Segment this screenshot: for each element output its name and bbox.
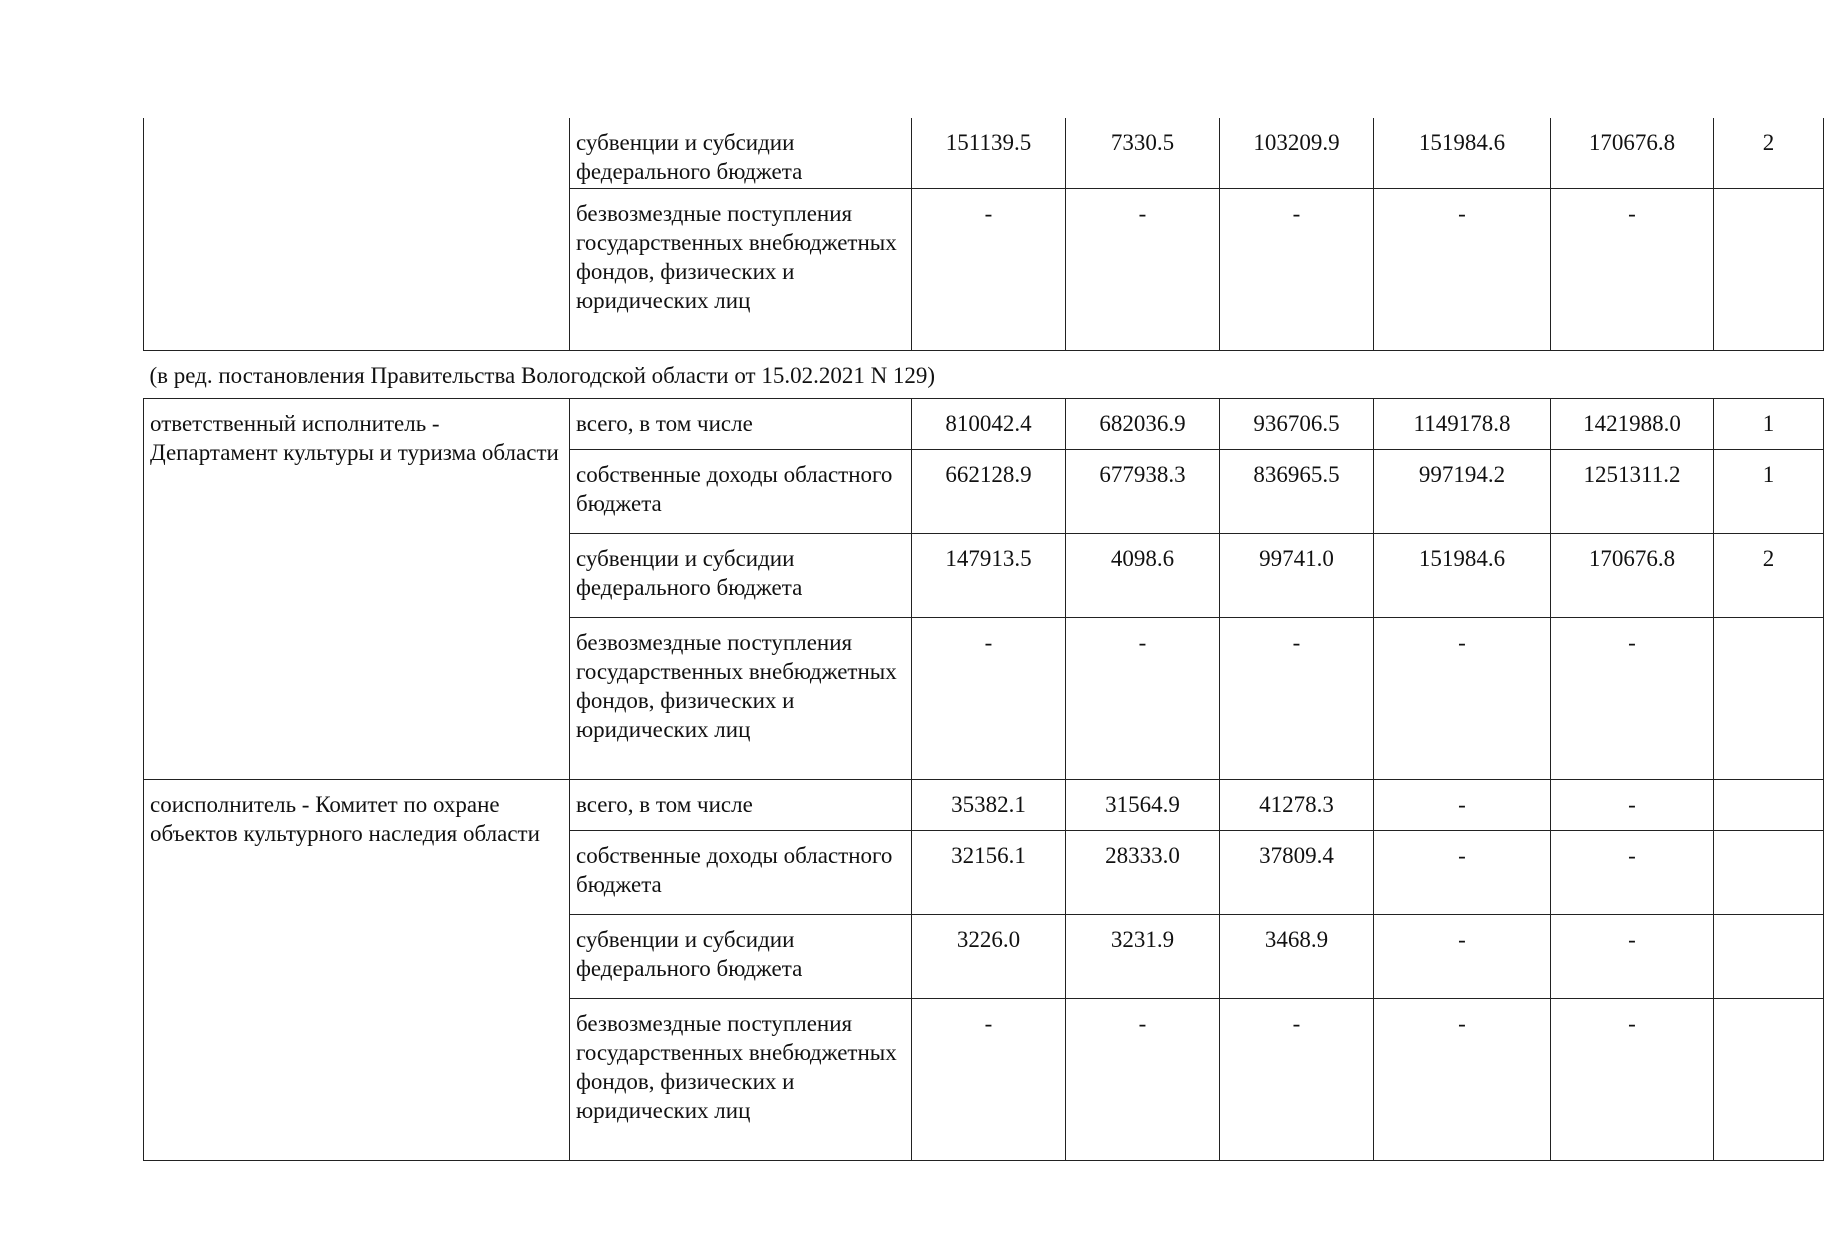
value-cell: 3226.0 — [912, 915, 1066, 999]
value-cell: 3468.9 — [1220, 915, 1374, 999]
value-cell: - — [1551, 780, 1714, 831]
value-cell: 7330.5 — [1066, 118, 1220, 189]
value-cell: 28333.0 — [1066, 831, 1220, 915]
value-cell: 662128.9 — [912, 450, 1066, 534]
value-cell: - — [1066, 618, 1220, 780]
value-cell: - — [1374, 780, 1551, 831]
amendment-note: (в ред. постановления Правительства Вологодской области от 15.02.2021 N 129) — [144, 351, 1824, 399]
value-cell: 170676.8 — [1551, 118, 1714, 189]
executor-name: соисполнитель - Комитет по охране объектов культурного наследия области — [144, 780, 570, 1161]
value-cell: 2 — [1714, 534, 1824, 618]
empty-cell — [144, 118, 570, 351]
value-cell: - — [1374, 915, 1551, 999]
row-label: всего, в том числе — [570, 399, 912, 450]
value-cell — [1714, 915, 1824, 999]
value-cell: 3231.9 — [1066, 915, 1220, 999]
table-row — [144, 780, 1824, 831]
value-cell — [1714, 618, 1824, 780]
value-cell: - — [1551, 915, 1714, 999]
value-cell: - — [1220, 189, 1374, 351]
value-cell: - — [1220, 999, 1374, 1161]
value-cell: 35382.1 — [912, 780, 1066, 831]
value-cell: 1 — [1714, 450, 1824, 534]
value-cell: 1 — [1714, 399, 1824, 450]
value-cell — [1714, 831, 1824, 915]
amendment-note-row — [144, 351, 1824, 399]
row-label: безвозмездные поступления государственных внебюджетных фондов, физических и юридических лиц — [570, 999, 912, 1161]
row-label: безвозмездные поступления государственных внебюджетных фондов, физических и юридических лиц — [570, 189, 912, 351]
executor-name: ответственный исполнитель - Департамент культуры и туризма области — [144, 399, 570, 780]
funding-table — [143, 118, 1824, 1161]
row-label: субвенции и субсидии федерального бюджета — [570, 534, 912, 618]
value-cell: 810042.4 — [912, 399, 1066, 450]
value-cell: 836965.5 — [1220, 450, 1374, 534]
value-cell: - — [1066, 999, 1220, 1161]
value-cell: - — [1374, 999, 1551, 1161]
row-label: субвенции и субсидии федерального бюджета — [570, 915, 912, 999]
value-cell: - — [1066, 189, 1220, 351]
value-cell: 4098.6 — [1066, 534, 1220, 618]
value-cell: - — [912, 189, 1066, 351]
value-cell: - — [1551, 831, 1714, 915]
value-cell: 997194.2 — [1374, 450, 1551, 534]
value-cell: 151984.6 — [1374, 534, 1551, 618]
value-cell: 37809.4 — [1220, 831, 1374, 915]
value-cell: - — [1374, 189, 1551, 351]
row-label: безвозмездные поступления государственных внебюджетных фондов, физических и юридических лиц — [570, 618, 912, 780]
row-label: субвенции и субсидии федерального бюджета — [570, 118, 912, 189]
value-cell: 170676.8 — [1551, 534, 1714, 618]
value-cell: 41278.3 — [1220, 780, 1374, 831]
row-label: всего, в том числе — [570, 780, 912, 831]
value-cell: 1421988.0 — [1551, 399, 1714, 450]
value-cell — [1714, 780, 1824, 831]
value-cell: 677938.3 — [1066, 450, 1220, 534]
value-cell: - — [1551, 189, 1714, 351]
value-cell: 151139.5 — [912, 118, 1066, 189]
value-cell: 99741.0 — [1220, 534, 1374, 618]
table-row — [144, 399, 1824, 450]
value-cell: 682036.9 — [1066, 399, 1220, 450]
value-cell: 151984.6 — [1374, 118, 1551, 189]
value-cell: 147913.5 — [912, 534, 1066, 618]
value-cell — [1714, 999, 1824, 1161]
value-cell: - — [1220, 618, 1374, 780]
row-label: собственные доходы областного бюджета — [570, 450, 912, 534]
value-cell: 32156.1 — [912, 831, 1066, 915]
value-cell: - — [1551, 618, 1714, 780]
value-cell: 2 — [1714, 118, 1824, 189]
value-cell: 1251311.2 — [1551, 450, 1714, 534]
table-row — [144, 118, 1824, 189]
value-cell: - — [1374, 618, 1551, 780]
value-cell: - — [912, 618, 1066, 780]
value-cell: 1149178.8 — [1374, 399, 1551, 450]
value-cell: - — [912, 999, 1066, 1161]
value-cell: 936706.5 — [1220, 399, 1374, 450]
value-cell: 103209.9 — [1220, 118, 1374, 189]
value-cell: - — [1551, 999, 1714, 1161]
value-cell: - — [1374, 831, 1551, 915]
value-cell — [1714, 189, 1824, 351]
row-label: собственные доходы областного бюджета — [570, 831, 912, 915]
value-cell: 31564.9 — [1066, 780, 1220, 831]
